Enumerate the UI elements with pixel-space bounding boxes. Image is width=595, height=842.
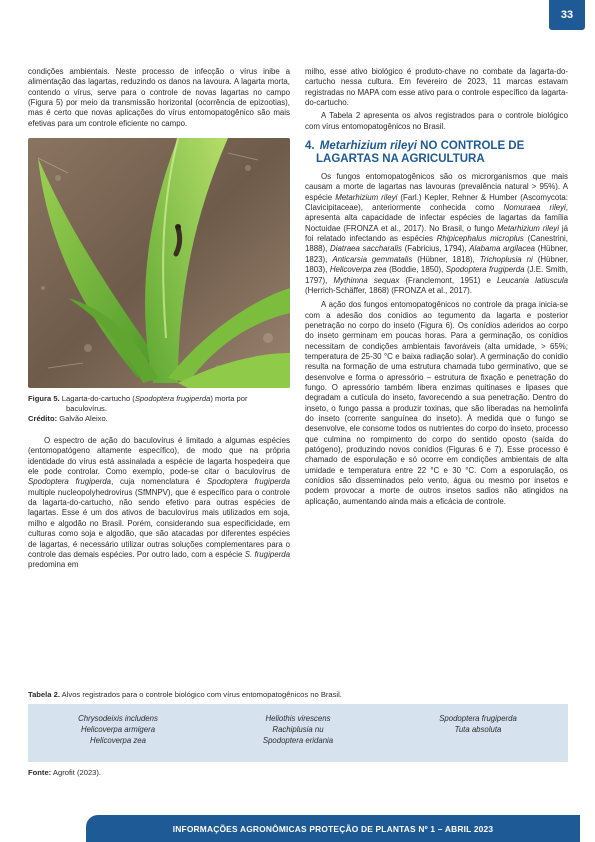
species-name: Spodoptera frugiperda bbox=[445, 265, 525, 275]
intro-paragraph: condições ambientais. Neste processo de infecção o vírus inibe a alimentação das lagartas, reduzindo os danos na lavoura. A lagarta morta, contendo o vírus, serve para o controle de novas lagartas no campo (Figura 5) por meio da transmissão horizontal (ocorrência de epizootias), mas é certo que novas aplicações do vírus entomopatogênico são mais efetivas para um controle eficiente no campo. bbox=[28, 67, 290, 128]
table-cell: Helicoverpa zea bbox=[90, 736, 146, 745]
figure-caption-species: Spodoptera frugiperda bbox=[134, 394, 211, 404]
species-name: Trichoplusia ni bbox=[479, 254, 533, 264]
figure-caption bbox=[28, 394, 290, 424]
right-paragraph-1: milho, esse ativo biológico é produto-chave no combate da lagarta-do-cartucho nessa cultura. Em fevereiro de 2023, 11 marcas estavam registradas no MAPA com esse ativo para o controle específico da lagarta-do-cartucho. bbox=[305, 67, 568, 108]
right-paragraph-4: A ação dos fungos entomopatogênicos no controle da praga inicia-se com a adesão dos conídios ao tegumento da lagarta e posterior penetração no corpo do inseto (Figura 6). Os conídios aderidos ao corpo do inseto germinam em poucas horas. Para a germinação, os conídios necessitam de condições ambientais favoráveis (alta umidade, > 65%; temperatura de 25-30 °C e baixa radiação solar). A germinação do conídio resulta na formação de uma estrutura chamada tubo germinativo, que se desenvolve e forma o apressório – estrutura de fixação e penetração do fungo. O apressório também libera enzimas quitinases e lipases que degradam a cutícula do inseto, favorecendo a sua penetração. Dentro do inseto, o fungo passa a produzir toxinas, que são liberadas na hemolinfa do inseto (corrente sanguínea do inseto). À medida que o fungo se desenvolve, ele consome todos os nutrientes do corpo do inseto, processo que culmina no rompimento do corpo do sentido oposto (saída do patógeno), produzindo novos conídios (Figuras 6 e 7). Esse processo é chamado de esporulação e só ocorre em condições ambientais de alta umidade e temperatura entre 22 °C e 30 °C. Com a esporulação, os conídios são disseminados pelo vento, água ou mesmo por insetos e podem provocar a morte de outros insetos sadios não atingidos na aplicação, aumentando ainda mais a eficácia de controle. bbox=[305, 300, 568, 506]
credit-label: Crédito: bbox=[28, 414, 58, 424]
text-run: (Boddie, 1850), bbox=[386, 265, 446, 275]
text-run: multiple nucleopolyhedrovirus (SfMNPV), que é específico para o controle da lagarta-do-cartucho, não sendo efetivo para outras espécies de lagartas. Esse é um dos ativos de baculovírus mais utilizados em soja, milho e algodão no Brasil. Porém, considerando sua especificidade, em culturas como soja e algodão, que são atacadas por diferentes espécies de lagartas, é necessário utilizar outras soluções complementares para o controle das demais espécies. Por outro lado, com a espécie bbox=[28, 487, 290, 559]
table-column bbox=[209, 713, 387, 762]
species-name: Spodoptera frugiperda bbox=[28, 477, 112, 487]
species-name: Metarhizium rileyi bbox=[335, 192, 398, 202]
figure-5-photo bbox=[28, 138, 290, 388]
species-name: Alabama argilacea bbox=[469, 244, 536, 254]
text-run: já foi relatado infectando as espécies bbox=[305, 223, 568, 244]
figure-caption-post: ) morta por bbox=[210, 394, 248, 404]
figure-label: Figura 5. bbox=[28, 394, 60, 404]
table-column bbox=[29, 713, 207, 762]
table-cell: Heliothis virescens bbox=[265, 714, 331, 723]
text-run: O espectro de ação do baculovírus é limitado a algumas espécies (entomopatógeno altamente específico), de modo que na própria identidade do vírus está assinalada a espécie de lagarta hospedeira que ele pode controlar. Como exemplo, pode-se citar o baculovírus de bbox=[28, 436, 290, 477]
table-source bbox=[28, 768, 101, 777]
text-run: (Farl.) Kepler, Rehner & Humber (Ascomycota: Clavicipitaceae), anteriormente conhecida como bbox=[305, 192, 569, 213]
table-label: Tabela 2. bbox=[28, 690, 60, 699]
targets-table bbox=[28, 704, 568, 762]
text-run: (Franclemont, 1951) e bbox=[399, 275, 497, 285]
left-column bbox=[28, 67, 290, 571]
section-number: 4. bbox=[305, 140, 315, 153]
species-name: Leucania latiuscula bbox=[496, 275, 569, 285]
table-cell: Chrysodeixis includens bbox=[78, 714, 158, 723]
species-name: Mythimna sequax bbox=[333, 275, 400, 285]
text-run: (Hübner, 1823), bbox=[305, 244, 568, 264]
species-name: Spodoptera frugiperda bbox=[206, 477, 290, 487]
right-paragraph-2: A Tabela 2 apresenta os alvos registrados para o controle biológico com vírus entomopatogênicos no Brasil. bbox=[305, 111, 568, 131]
text-run: predomina em bbox=[28, 560, 79, 570]
footer-text: INFORMAÇÕES AGRONÔMICAS PROTEÇÃO DE PLANTAS Nº 1 – ABRIL 2023 bbox=[172, 823, 494, 834]
right-paragraph-3 bbox=[305, 172, 568, 296]
species-name: Helicoverpa zea bbox=[329, 265, 387, 275]
table-caption-text: Alvos registrados para o controle biológico com vírus entomopatogênicos no Brasil. bbox=[61, 690, 342, 699]
table-cell: Tuta absoluta bbox=[454, 725, 502, 734]
species-name: Nomuraea rileyi bbox=[503, 203, 566, 213]
text-run: (J.E. Smith, 1797), bbox=[305, 265, 568, 285]
table-cell: Helicoverpa armigera bbox=[80, 725, 156, 734]
species-name: Anticarsia gemmatalis bbox=[332, 254, 413, 264]
table-cell: Spodoptera eridania bbox=[262, 736, 334, 745]
footer-banner bbox=[86, 815, 580, 842]
table-column bbox=[389, 713, 567, 762]
corn-plant-image bbox=[28, 138, 290, 388]
text-run: , cuja nomenclatura é bbox=[111, 477, 207, 487]
page-number: 33 bbox=[560, 9, 574, 21]
page-number-badge bbox=[549, 0, 585, 30]
left-body-paragraph bbox=[28, 436, 290, 570]
text-run: Os fungos entomopatogênicos são os microrganismos que mais causam a morte de lagartas nas lavouras (prevalência natural > 95%). A espécie bbox=[305, 172, 568, 202]
species-name: S. frugiperda bbox=[244, 549, 290, 559]
right-column bbox=[305, 67, 568, 507]
source-value: Agrofit (2023). bbox=[52, 768, 102, 777]
text-run: (Hübner, 1803), bbox=[305, 254, 568, 275]
text-run: (Canestrini, 1888), bbox=[305, 234, 568, 254]
table-cell: Rachiplusia nu bbox=[272, 725, 324, 734]
figure-caption-pre: Lagarta-do-cartucho ( bbox=[61, 394, 135, 404]
section-heading-rest: NO CONTROLE DE bbox=[420, 140, 525, 153]
text-run: (Hübner, 1818), bbox=[412, 254, 480, 264]
species-name: Metarhizium rileyi bbox=[496, 223, 559, 233]
species-name: Diatraea saccharalis bbox=[330, 244, 403, 254]
section-heading-line2: LAGARTAS NA AGRICULTURA bbox=[316, 153, 485, 166]
text-run: (Herrich-Schäffer, 1868) (FRONZA et al., 2017). bbox=[305, 285, 472, 295]
text-run: , apresenta alta capacidade de infectar espécies de lagartas da família Noctuidae (FRONZA et al., 2017). No Brasil, o fungo bbox=[305, 203, 568, 233]
table-caption bbox=[28, 690, 342, 699]
text-run: (Fabricius, 1794), bbox=[402, 244, 470, 254]
species-name: Rhipicephalus microplus bbox=[436, 234, 524, 244]
section-heading bbox=[305, 140, 568, 166]
source-label: Fonte: bbox=[28, 768, 52, 777]
credit-value: Galvão Aleixo. bbox=[59, 414, 108, 424]
figure-caption-line2: baculovírus. bbox=[66, 404, 107, 414]
table-cell: Spodoptera frugiperda bbox=[439, 714, 517, 723]
section-heading-species: Metarhizium rileyi bbox=[319, 140, 417, 153]
